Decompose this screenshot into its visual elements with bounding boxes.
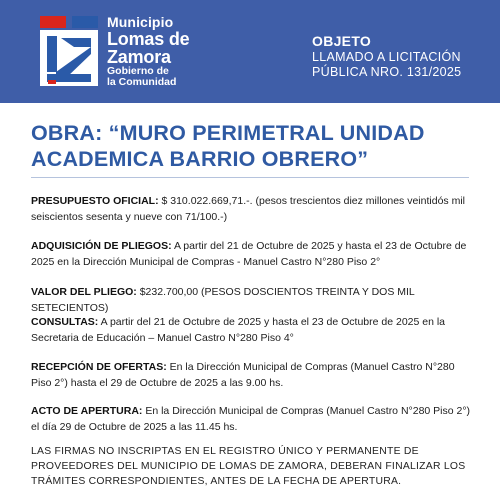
objeto-line-2: PÚBLICA NRO. 131/2025 <box>312 65 462 79</box>
municipio-logo-icon <box>36 14 102 88</box>
adquisicion-text: A partir del 21 de Octubre de 2025 y hasta el 23 de Octubre de 2025 en la Dirección Municipal de Compras - Manuel Castro N°280 Piso 2° <box>31 240 467 268</box>
valor-label: VALOR DEL PLIEGO: <box>31 286 137 298</box>
obra-title-line-1: OBRA: “MURO PERIMETRAL UNIDAD <box>31 121 425 145</box>
apertura-section <box>31 403 476 435</box>
objeto-title: OBJETO <box>312 33 372 49</box>
apertura-text: En la Dirección Municipal de Compras (Manuel Castro N°280 Piso 2°) el día 29 de Octubre de 2025 a las 11.45 hs. <box>31 405 471 433</box>
brand-line-lomas: Lomas de <box>107 29 190 49</box>
valor-section <box>31 284 476 316</box>
footer-notice: LAS FIRMAS NO INSCRIPTAS EN EL REGISTRO ÚNICO Y PERMANENTE DE PROVEEDORES DEL MUNICIPIO DE LOMAS DE ZAMORA, DEBERAN FINALIZAR LOS TRÁMITES CORRESPONDIENTES, ANTES DE LA FECHA DE APERTURA. <box>31 446 466 487</box>
recepcion-text: En la Dirección Municipal de Compras (Manuel Castro N°280 Piso 2°) hasta el 29 de Octubre de 2025 a las 9.00 hs. <box>31 361 455 389</box>
objeto-line-1: LLAMADO A LICITACIÓN <box>312 50 461 64</box>
section-divider <box>31 177 469 178</box>
adquisicion-label: ADQUISICIÓN DE PLIEGOS: <box>31 240 172 252</box>
presupuesto-section <box>31 193 476 225</box>
brand-name <box>107 15 189 88</box>
presupuesto-label: PRESUPUESTO OFICIAL: <box>31 195 159 207</box>
obra-title-line-2: ACADEMICA BARRIO OBRERO” <box>31 147 369 171</box>
brand-line-municipio: Municipio <box>107 14 174 30</box>
obra-title <box>31 120 481 172</box>
valor-text: $232.700,00 (PESOS DOSCIENTOS TREINTA Y DOS MIL SETECIENTOS) <box>31 286 415 314</box>
adquisicion-section <box>31 238 476 270</box>
brand-line-zamora: Zamora <box>107 47 171 67</box>
presupuesto-text: $ 310.022.669,71.-. (pesos trescientos diez millones veintidós mil seiscientos sesenta y nueve con 71/100.-) <box>31 195 465 223</box>
objeto-block <box>312 33 461 80</box>
header-banner <box>0 0 500 103</box>
consultas-text: A partir del 21 de Octubre de 2025 y hasta el 23 de Octubre de 2025 en la Secretaria de Educación – Manuel Castro N°280 Piso 4° <box>31 316 446 344</box>
apertura-label: ACTO DE APERTURA: <box>31 405 143 417</box>
consultas-section <box>31 314 476 346</box>
consultas-label: CONSULTAS: <box>31 316 99 328</box>
brand-line-comunidad: la Comunidad <box>107 76 177 88</box>
brand-line-gobierno: Gobierno de <box>107 65 169 77</box>
recepcion-section <box>31 359 476 391</box>
recepcion-label: RECEPCIÓN DE OFERTAS: <box>31 361 167 373</box>
